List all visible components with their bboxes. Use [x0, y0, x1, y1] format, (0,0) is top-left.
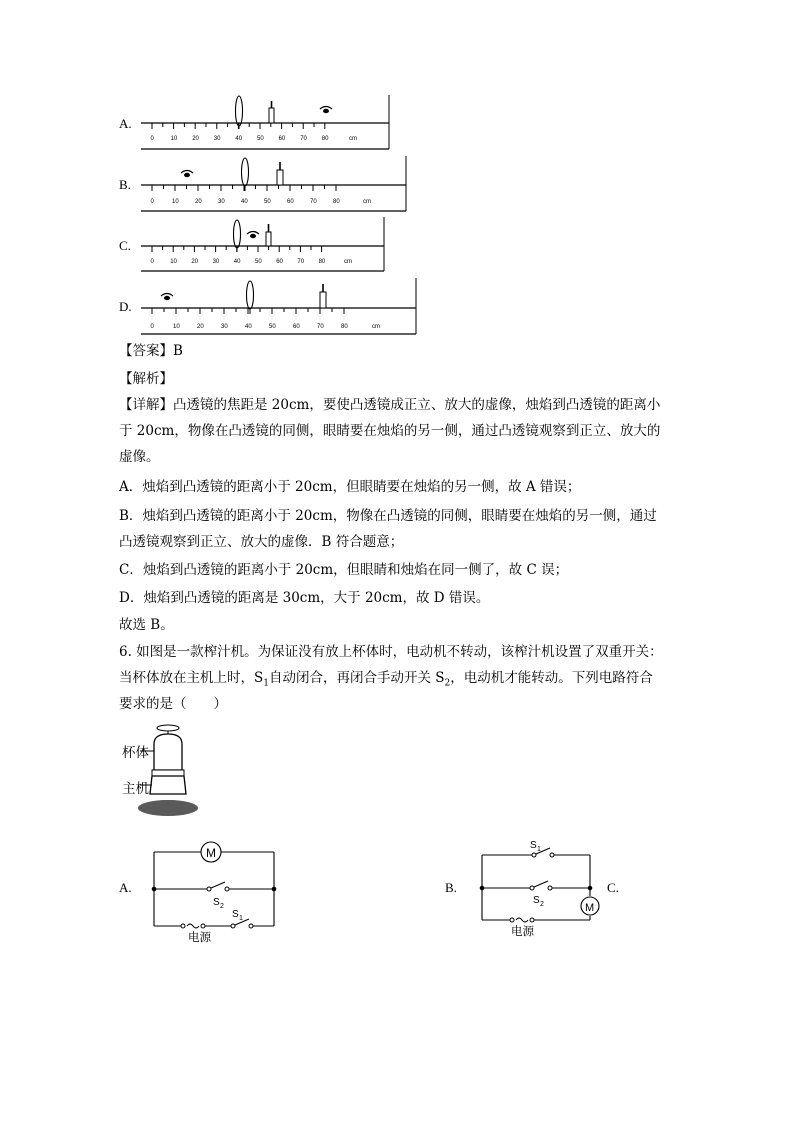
- explanation-b: B．烛焰到凸透镜的距离小于 20cm，物像在凸透镜的同侧，眼睛要在烛焰的另一侧，通过: [119, 508, 657, 524]
- svg-text:S: S: [533, 895, 540, 906]
- ruler-tick-label: 50: [257, 136, 264, 142]
- explanation-b-cont: 凸透镜观察到正立、放大的虚像．B 符合题意；: [119, 534, 404, 550]
- ruler-diagram: [140, 95, 390, 150]
- candle: [269, 101, 274, 123]
- ruler-tick-label: 50: [269, 324, 276, 330]
- svg-text:S: S: [530, 840, 537, 851]
- ruler-tick-label: 30: [213, 136, 221, 142]
- circuit-option-a-label: A.: [119, 880, 132, 895]
- circuit-a: [145, 838, 285, 950]
- answer-label: 【答案】: [119, 343, 173, 359]
- ruler-tick-label: 30: [221, 324, 228, 330]
- switch-s2: [211, 882, 225, 888]
- convex-lens: [247, 281, 254, 309]
- circuit-option-b-label: B.: [445, 880, 457, 895]
- svg-text:1: 1: [239, 915, 243, 922]
- ruler-tick-label: 20: [195, 199, 202, 205]
- unit-label: cm: [363, 199, 371, 205]
- ruler-tick-label: 50: [255, 259, 262, 265]
- ruler-tick-label: 30: [212, 259, 220, 265]
- answer-line: [119, 338, 183, 364]
- ruler-tick-label: 70: [300, 136, 307, 142]
- ruler-diagram: [140, 156, 408, 212]
- convex-lens: [234, 220, 241, 248]
- conclusion: 故选 B。: [119, 617, 174, 633]
- svg-text:2: 2: [540, 901, 544, 908]
- ruler-tick-label: 70: [310, 199, 317, 205]
- question-6-line-2: 当杯体放在主机上时，$S_1$自动闭合，再闭合手动开关 $S_2$，电动机才能转动。下列电路符合: [119, 670, 653, 689]
- ruler-diagram: [140, 278, 418, 336]
- candle: [266, 224, 271, 246]
- detail-line-2: 于 20cm，物像在凸透镜的同侧，眼睛要在烛焰的另一侧，通过凸透镜观察到正立、放大的: [119, 423, 661, 439]
- detail-line-1: [119, 392, 660, 418]
- svg-text:M: M: [585, 902, 595, 914]
- ruler-tick-label: 10: [172, 199, 179, 205]
- ruler-tick-label: 50: [264, 199, 271, 205]
- unit-label: cm: [349, 136, 357, 142]
- detail-label: 【详解】: [119, 397, 173, 413]
- ruler-tick-label: 20: [191, 259, 199, 265]
- circuit-b: [474, 836, 604, 936]
- option-label: B.: [119, 177, 131, 192]
- ruler-tick-label: 40: [235, 136, 243, 142]
- ruler-tick-label: 70: [317, 324, 324, 330]
- detail-line-3: 虚像。: [119, 449, 160, 465]
- eye-symbol: [181, 171, 193, 178]
- base-label: 主机: [122, 781, 149, 797]
- cup-label: 杯体: [122, 745, 149, 761]
- svg-text:S: S: [232, 909, 239, 920]
- ruler-tick-label: 20: [197, 324, 204, 330]
- svg-text:M: M: [206, 846, 216, 860]
- ruler-diagram: [140, 217, 386, 272]
- ruler-tick-label: 40: [241, 199, 248, 205]
- ruler-tick-label: 80: [333, 199, 340, 205]
- ruler-tick-label: 0: [150, 259, 154, 265]
- detail-text: 凸透镜的焦距是 20cm，要使凸透镜成正立、放大的虚像，烛焰到凸透镜的距离小: [173, 397, 661, 413]
- ruler-tick-label: 70: [297, 259, 305, 265]
- juicer-illustration: [118, 722, 200, 822]
- svg-text:S: S: [213, 897, 220, 908]
- option-label: D.: [119, 299, 132, 314]
- ruler-tick-label: 0: [150, 199, 154, 205]
- ruler-tick-label: 60: [293, 324, 300, 330]
- explanation-d: D．烛焰到凸透镜的距离是 30cm，大于 20cm，故 D 错误。: [119, 590, 490, 606]
- svg-text:1: 1: [537, 846, 541, 853]
- convex-lens: [242, 158, 249, 186]
- ruler-tick-label: 80: [318, 259, 326, 265]
- ac-source-symbol: [187, 924, 199, 928]
- ruler-tick-label: 60: [278, 136, 286, 142]
- candle: [277, 162, 283, 185]
- unit-label: cm: [372, 324, 380, 330]
- ruler-tick-label: 10: [173, 324, 180, 330]
- ruler-tick-label: 30: [218, 199, 225, 205]
- answer-value: B: [173, 343, 183, 359]
- circuit-option-c-label: C.: [607, 880, 619, 895]
- question-6-line-3: 要求的是（ ）: [119, 696, 227, 712]
- ruler-tick-label: 40: [233, 259, 241, 265]
- ruler-tick-label: 0: [150, 136, 154, 142]
- analysis-label: 【解析】: [119, 371, 173, 387]
- explanation-c: C．烛焰到凸透镜的距离小于 20cm，但眼睛和烛焰在同一侧了，故 C 误；: [119, 562, 569, 578]
- option-label: C.: [119, 238, 131, 253]
- ruler-tick-label: 60: [287, 199, 294, 205]
- ruler-tick-label: 0: [150, 324, 154, 330]
- eye-symbol: [320, 107, 332, 114]
- ruler-tick-label: 10: [170, 136, 178, 142]
- candle: [320, 284, 326, 308]
- svg-text:2: 2: [220, 903, 224, 910]
- ruler-tick-label: 80: [341, 324, 348, 330]
- explanation-a: A．烛焰到凸透镜的距离小于 20cm，但眼睛要在烛焰的另一侧，故 A 错误；: [119, 479, 581, 495]
- ruler-tick-label: 80: [321, 136, 329, 142]
- ruler-tick-label: 10: [170, 259, 177, 265]
- ac-source-symbol: [516, 918, 528, 922]
- option-label: A.: [119, 116, 132, 131]
- unit-label: cm: [344, 259, 352, 265]
- eye-symbol: [247, 232, 259, 239]
- convex-lens: [236, 96, 243, 126]
- ruler-tick-label: 60: [276, 259, 283, 265]
- question-6-line-1: 6. 如图是一款榨汁机。为保证没有放上杯体时，电动机不转动，该榨汁机设置了双重开关：: [119, 644, 663, 660]
- switch-s2: [534, 881, 548, 887]
- ruler-tick-label: 20: [192, 136, 199, 142]
- source-label-a: 电源: [188, 930, 211, 944]
- source-label-b: 电源: [511, 924, 534, 938]
- ruler-tick-label: 40: [245, 324, 252, 330]
- eye-symbol: [161, 294, 173, 301]
